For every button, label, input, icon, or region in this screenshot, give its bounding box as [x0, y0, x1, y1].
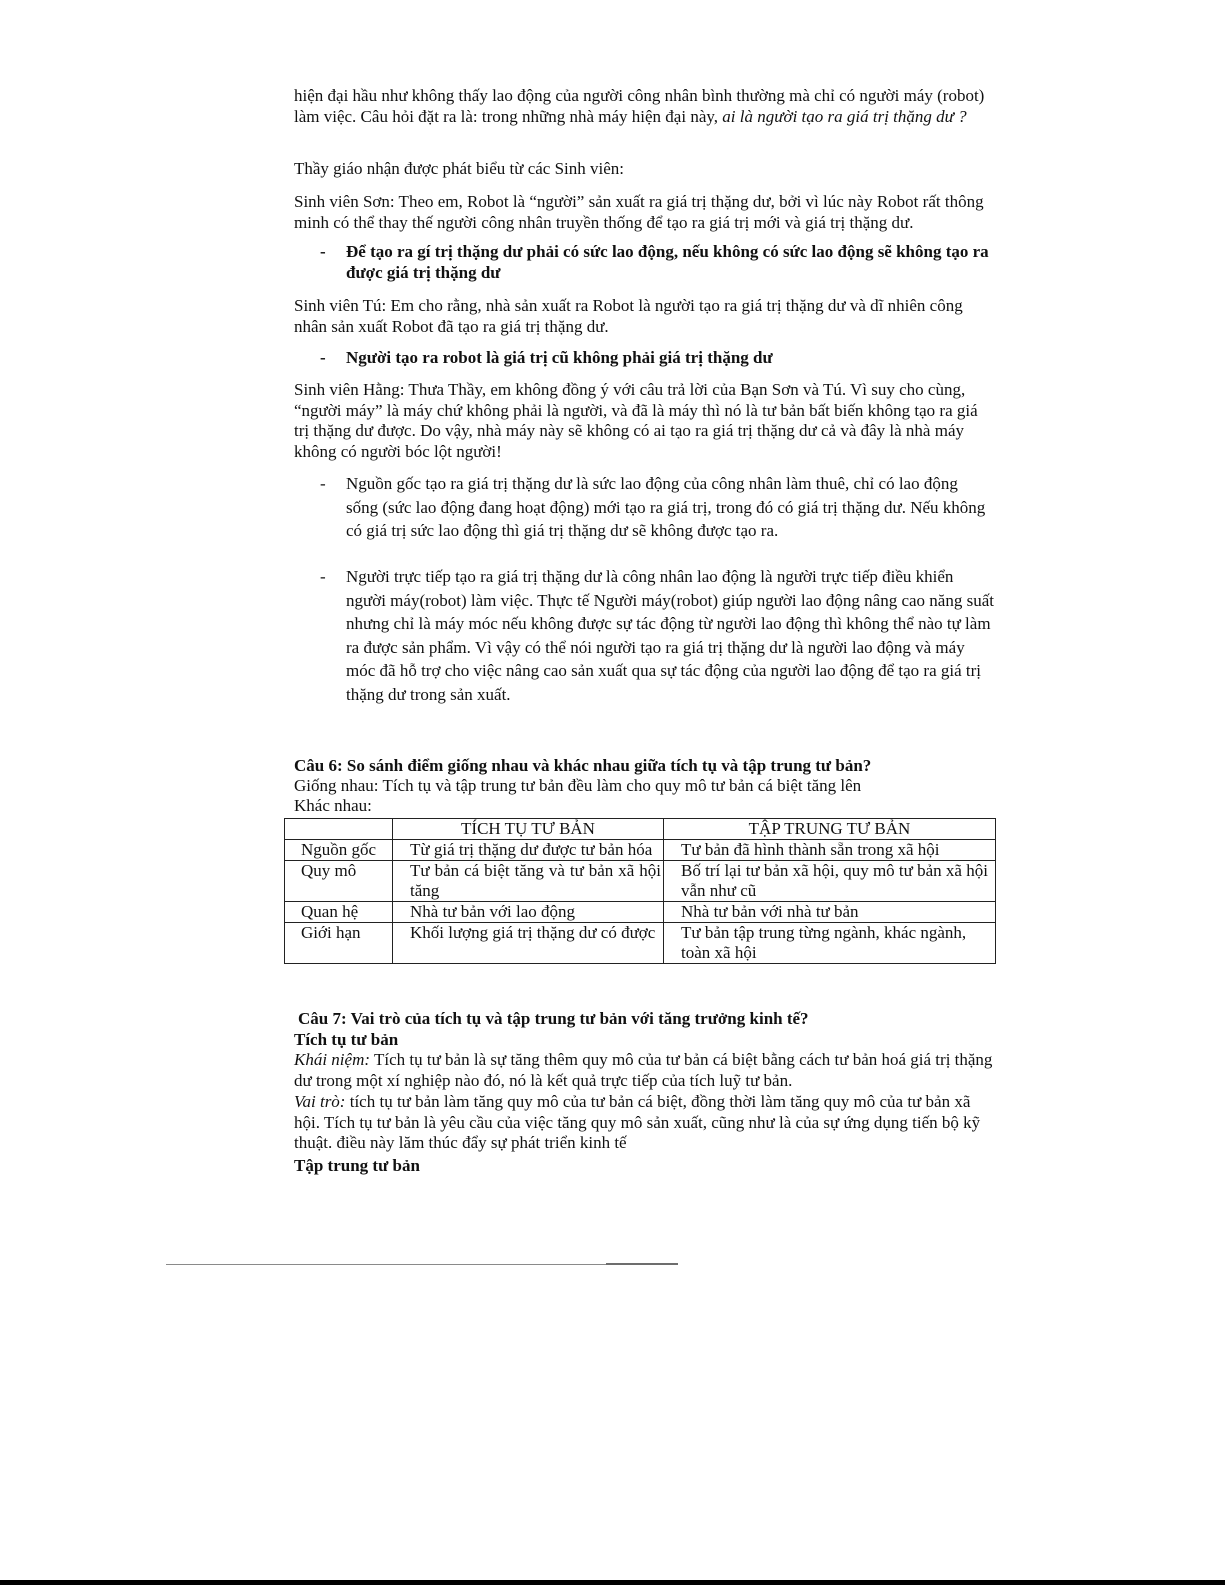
concept-label: Khái niệm:	[294, 1050, 371, 1069]
concentration-cell: Nhà tư bản với nhà tư bản	[664, 902, 996, 923]
q6-title: Câu 6: So sánh điểm giống nhau và khác nhau giữa tích tụ và tập trung tư bản?	[294, 756, 872, 775]
footnote-divider	[166, 1264, 678, 1265]
bullet-dash: -	[320, 348, 326, 367]
concentration-cell: Tư bản tập trung từng ngành, khác ngành, toàn xã hội	[664, 923, 996, 964]
table-row	[285, 861, 996, 902]
row-label: Quan hệ	[285, 902, 393, 923]
accumulation-heading: Tích tụ tư bản	[294, 1030, 399, 1049]
row-label: Quy mô	[285, 861, 393, 902]
son-answer: Để tạo ra gí trị thặng dư phải có sức lao động, nếu không có sức lao động sẽ không tạo ra được giá trị thặng dư	[346, 242, 989, 282]
teacher-line: Thầy giáo nhận được phát biểu từ các Sinh viên:	[294, 159, 625, 178]
role-paragraph	[294, 1092, 994, 1154]
table-header-cell	[285, 819, 393, 840]
intro-question: ai là người tạo ra giá trị thặng dư ?	[722, 107, 967, 126]
hang-answer-1: Nguồn gốc tạo ra giá trị thặng dư là sức lao động của công nhân làm thuê, chỉ có lao động sống (sức lao động đang hoạt động) mới tạo ra giá trị, trong đó có giá trị thặng dư. Nếu không có giá trị sức lao động thì giá trị thặng dư sẽ không được tạo ra.	[346, 474, 986, 540]
table-row	[285, 840, 996, 861]
q6-diff: Khác nhau:	[294, 796, 372, 815]
row-label: Nguồn gốc	[285, 840, 393, 861]
tu-answer: Người tạo ra robot là giá trị cũ không phải giá trị thặng dư	[346, 348, 773, 367]
role-label: Vai trò:	[294, 1092, 346, 1111]
accumulation-cell: Từ giá trị thặng dư được tư bản hóa	[393, 840, 664, 861]
son-statement: Sinh viên Sơn: Theo em, Robot là “người” sản xuất ra giá trị thặng dư, bởi vì lúc này Robot rất thông minh có thể thay thế người công nhân truyền thống để tạo ra giá trị mới và giá trị thặng dư.	[294, 192, 984, 232]
intro-text: hiện đại hầu như không thấy lao động của người công nhân bình thường mà chỉ có người máy (robot) làm việc. Câu hỏi đặt ra là: trong những nhà máy hiện đại này,	[294, 86, 985, 126]
page-bottom-edge	[0, 1580, 1225, 1585]
concentration-cell: Bố trí lại tư bản xã hội, quy mô tư bản xã hội vẫn như cũ	[664, 861, 996, 902]
hang-statement: Sinh viên Hằng: Thưa Thầy, em không đồng ý với câu trả lời của Bạn Sơn và Tú. Vì suy cho cùng, “người máy” là máy chứ không phải là người, và đã là máy thì nó là tư bản bất biến không tạo ra giá trị thặng dư được. Do vậy, nhà máy này sẽ không có ai tạo ra giá trị thặng dư cả và đây là nhà máy không có người bóc lột người!	[294, 380, 978, 461]
concentration-cell: Tư bản đã hình thành sẵn trong xã hội	[664, 840, 996, 861]
bullet-dash: -	[320, 474, 326, 493]
table-header-row	[285, 819, 996, 840]
bullet-dash: -	[320, 242, 326, 261]
accumulation-cell: Khối lượng giá trị thặng dư có được	[393, 923, 664, 964]
intro-paragraph	[294, 85, 996, 127]
q6-same: Giống nhau: Tích tụ và tập trung tư bản đều làm cho quy mô tư bản cá biệt tăng lên	[294, 776, 862, 795]
hang-answer-2: Người trực tiếp tạo ra giá trị thặng dư là công nhân lao động là người trực tiếp điều khiển người máy(robot) làm việc. Thực tế Người máy(robot) giúp người lao động nâng cao năng suất nhưng chỉ là máy móc nếu không được sự tác động từ người lao động thì không thể nào tự làm ra được sản phẩm. Vì vậy có thể nói người tạo ra giá trị thặng dư là người lao động và máy móc đã hỗ trợ cho việc nâng cao sản xuất qua sự tác động của người lao động để tạo ra giá trị thặng dư trong sản xuất.	[346, 567, 994, 704]
accumulation-cell: Nhà tư bản với lao động	[393, 902, 664, 923]
row-label: Giới hạn	[285, 923, 393, 964]
q7-title: Câu 7: Vai trò của tích tụ và tập trung tư bản với tăng trưởng kinh tế?	[298, 1009, 809, 1028]
tu-statement: Sinh viên Tú: Em cho rằng, nhà sản xuất ra Robot là người tạo ra giá trị thặng dư và dĩ nhiên công nhân sản xuất Robot đã tạo ra giá trị thặng dư.	[294, 296, 963, 336]
concept-paragraph	[294, 1050, 994, 1091]
table-header-cell: TÍCH TỤ TƯ BẢN	[393, 819, 664, 840]
concentration-heading: Tập trung tư bản	[294, 1156, 420, 1175]
concept-text: Tích tụ tư bản là sự tăng thêm quy mô của tư bản cá biệt bằng cách tư bản hoá giá trị thặng dư trong một xí nghiệp nào đó, nó là kết quả trực tiếp của tích luỹ tư bản.	[294, 1050, 993, 1090]
role-text: tích tụ tư bản làm tăng quy mô của tư bản cá biệt, đồng thời làm tăng quy mô của tư bản xã hội. Tích tụ tư bản là yêu cầu của việc tăng quy mô sản xuất, cũng như là của sự ứng dụng tiến bộ kỹ thuật. điều này lăm thúc đẩy sự phát triển kinh tế	[294, 1092, 981, 1152]
accumulation-cell: Tư bản cá biệt tăng và tư bản xã hội tăng	[393, 861, 664, 902]
footnote-divider-mark	[606, 1263, 678, 1265]
bullet-dash: -	[320, 567, 326, 586]
table-row	[285, 923, 996, 964]
table-header-cell: TẬP TRUNG TƯ BẢN	[664, 819, 996, 840]
table-row	[285, 902, 996, 923]
comparison-table	[284, 818, 996, 964]
